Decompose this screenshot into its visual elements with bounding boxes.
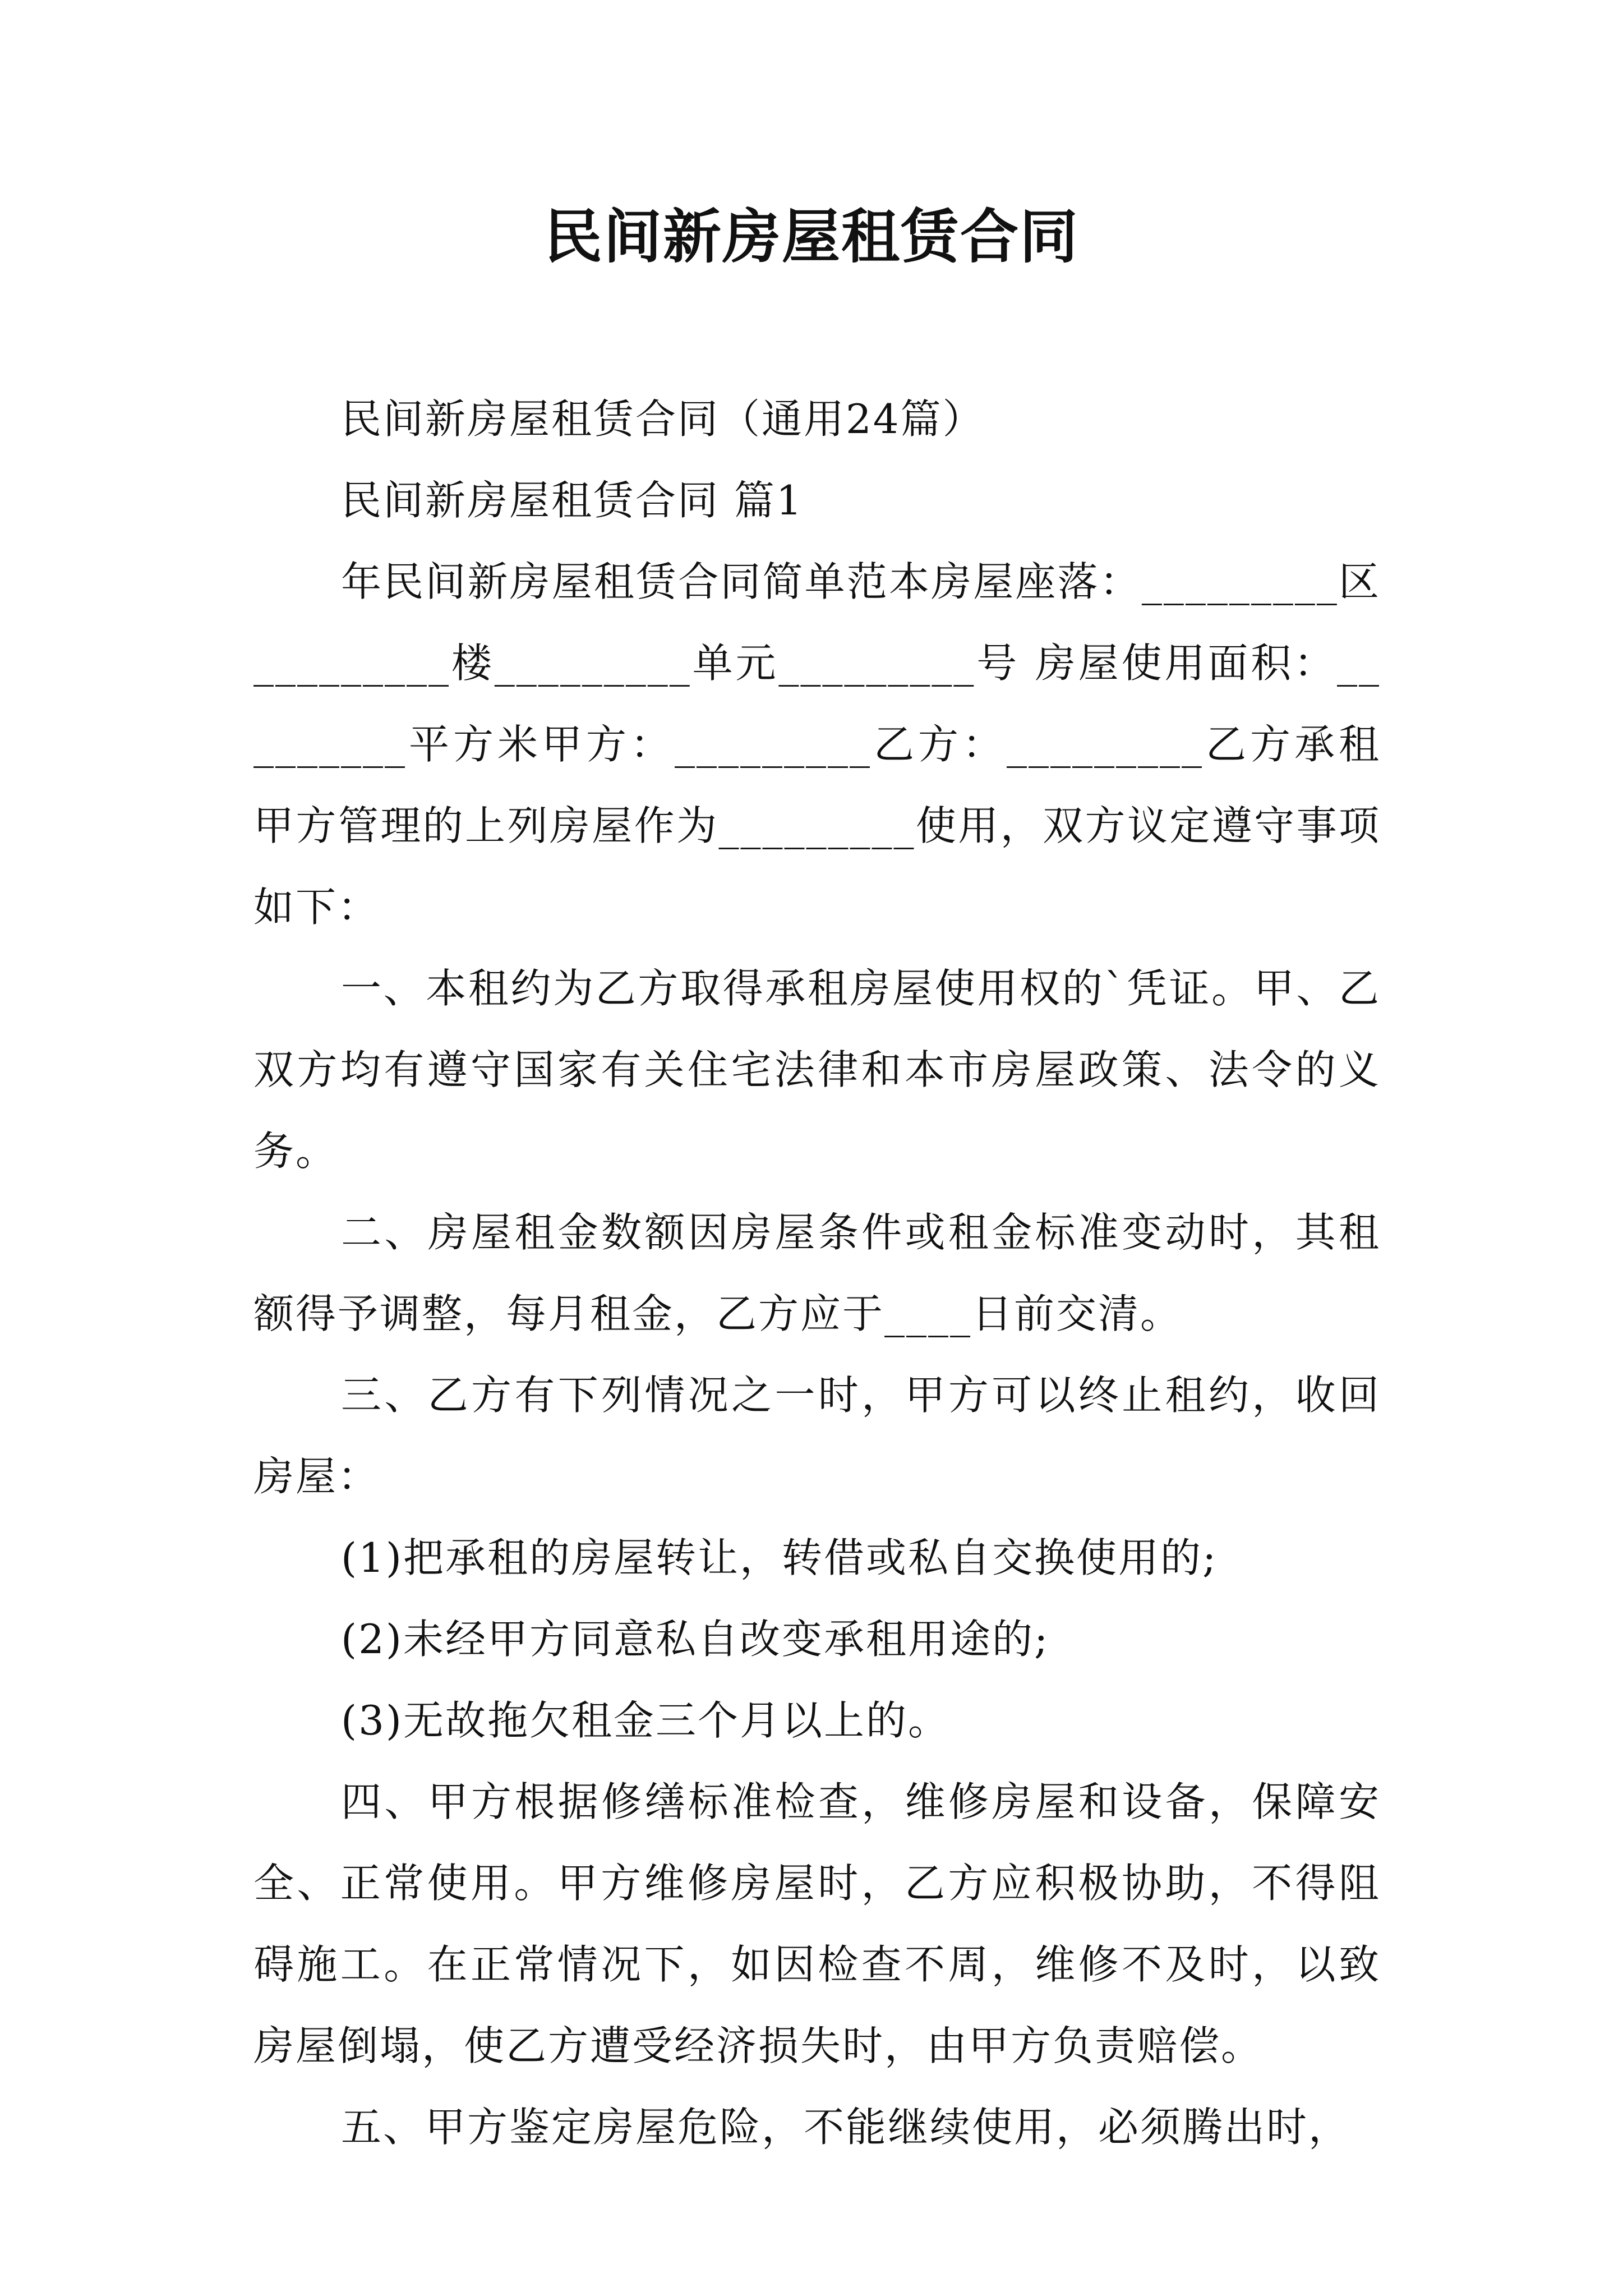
paragraph-subtitle: 民间新房屋租赁合同（通用24篇） xyxy=(341,395,985,443)
paragraph-chapter-heading: 民间新房屋租赁合同 篇1 xyxy=(341,477,804,524)
paragraph-clause-5: 五、甲方鉴定房屋危险，不能继续使用，必须腾出时， xyxy=(341,2104,1351,2151)
paragraph-clause-2: 二、房屋租金数额因房屋条件或租金标准变动时，其租额得予调整，每月租金，乙方应于____日前交清。 xyxy=(253,1209,1381,1337)
paragraph-clause-3: 三、乙方有下列情况之一时，甲方可以终止租约，收回房屋： xyxy=(253,1372,1381,1500)
document-title: 民间新房屋租赁合同 xyxy=(543,203,1079,271)
paragraph-clause-4: 四、甲方根据修缮标准检查，维修房屋和设备，保障安全、正常使用。甲方维修房屋时，乙方应积极协助，不得阻碍施工。在正常情况下，如因检查不周，维修不及时，以致房屋倒塌，使乙方遭受经济损失时，由甲方负责赔偿。 xyxy=(253,1778,1381,2069)
document-body xyxy=(253,379,1381,2168)
paragraph-property-info: 年民间新房屋租赁合同简单范本房屋座落：_________区_________楼_________单元_________号 房屋使用面积：_________平方米甲方：_________乙方：_________乙方承租甲方管理的上列房屋作为_________使用，双方议定遵守事项如下： xyxy=(253,558,1381,931)
paragraph-clause-3-item-2: (2)未经甲方同意私自改变承租用途的; xyxy=(341,1616,1050,1663)
paragraph-clause-3-item-1: (1)把承租的房屋转让，转借或私自交换使用的; xyxy=(341,1534,1218,1581)
paragraph-clause-3-item-3: (3)无故拖欠租金三个月以上的。 xyxy=(341,1697,950,1744)
paragraph-clause-1: 一、本租约为乙方取得承租房屋使用权的`凭证。甲、乙双方均有遵守国家有关住宅法律和本市房屋政策、法令的义务。 xyxy=(253,965,1381,1175)
